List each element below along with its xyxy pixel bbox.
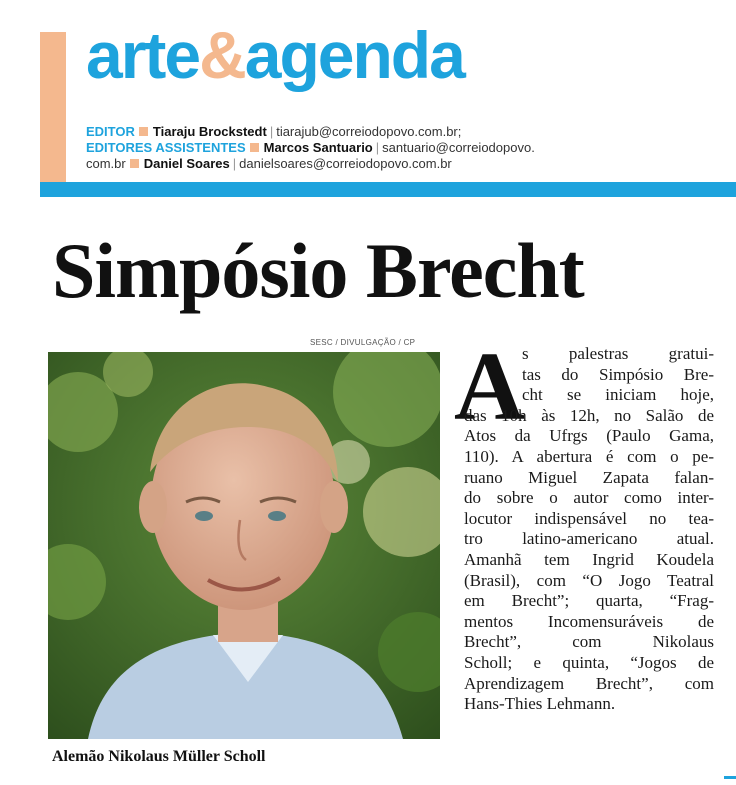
body-line: locutor indispensável no tea- xyxy=(464,508,714,528)
article-photo xyxy=(48,352,440,739)
assistant-editors-role-label: EDITORES ASSISTENTES xyxy=(86,140,246,155)
body-line: Atos da Ufrgs (Paulo Gama, xyxy=(464,426,714,446)
credits-line-1: EDITOR Tiaraju Brockstedt | tiarajub@correiodopovo.com.br; xyxy=(86,124,462,139)
editor-email: tiarajub@correiodopovo.com.br; xyxy=(276,124,462,139)
body-line: Brecht”, com Nikolaus xyxy=(464,632,714,652)
article-body xyxy=(464,344,714,715)
credits-line-3: com.br Daniel Soares | danielsoares@correiodopovo.com.br xyxy=(86,156,452,171)
body-line: das 10h às 12h, no Salão de xyxy=(464,405,714,425)
body-line: do sobre o autor como inter- xyxy=(464,488,714,508)
body-line: Hans-Thies Lehmann. xyxy=(464,694,616,714)
section-masthead xyxy=(86,18,464,92)
assistant-editor-2-name: Daniel Soares xyxy=(143,156,230,171)
masthead-ampersand: & xyxy=(199,18,245,92)
body-line: tas do Simpósio Bre- xyxy=(522,364,714,384)
photo-credit: SESC / DIVULGAÇÃO / CP xyxy=(310,338,416,347)
drop-cap: A xyxy=(454,333,525,441)
assistant-editor-1-name: Marcos Santuario xyxy=(263,140,373,155)
credits-line-2: EDITORES ASSISTENTES Marcos Santuario | santuario@correiodopovo. xyxy=(86,140,535,155)
square-bullet-icon xyxy=(139,127,148,136)
square-bullet-icon xyxy=(130,159,139,168)
editor-role-label: EDITOR xyxy=(86,124,135,139)
body-line: mentos Incomensuráveis de xyxy=(464,611,714,631)
editor-name: Tiaraju Brockstedt xyxy=(152,124,267,139)
assistant-editor-2-email: danielsoares@correiodopovo.com.br xyxy=(239,156,452,171)
body-line: em Brecht”; quarta, “Frag- xyxy=(464,591,714,611)
photo-caption: Alemão Nikolaus Müller Scholl xyxy=(52,748,266,765)
body-line: cht se iniciam hoje, xyxy=(522,385,714,405)
editor-credits xyxy=(86,124,706,172)
masthead-divider-rule xyxy=(40,182,736,197)
portrait-photo-illustration xyxy=(48,352,440,739)
article-headline: Simpósio Brecht xyxy=(52,227,584,314)
body-line: Amanhã tem Ingrid Koudela xyxy=(464,549,714,569)
square-bullet-icon xyxy=(250,143,259,152)
masthead-accent-bar xyxy=(40,32,66,182)
page-corner-mark xyxy=(724,776,736,779)
body-line: s palestras gratui- xyxy=(522,344,714,363)
body-line: (Brasil), com “O Jogo Teatral xyxy=(464,570,714,590)
body-line: tro latino-americano atual. xyxy=(464,529,714,549)
body-line: Scholl; e quinta, “Jogos de xyxy=(464,652,714,672)
masthead-word-agenda: agenda xyxy=(244,18,464,92)
masthead-word-arte: arte xyxy=(86,18,200,92)
assistant-editor-1-email-cont: com.br xyxy=(86,156,126,171)
assistant-editor-1-email: santuario@correiodopovo. xyxy=(382,140,535,155)
body-line: 110). A abertura é com o pe- xyxy=(464,446,714,466)
body-line: Aprendizagem Brecht”, com xyxy=(464,673,714,693)
body-line: ruano Miguel Zapata falan- xyxy=(464,467,714,487)
